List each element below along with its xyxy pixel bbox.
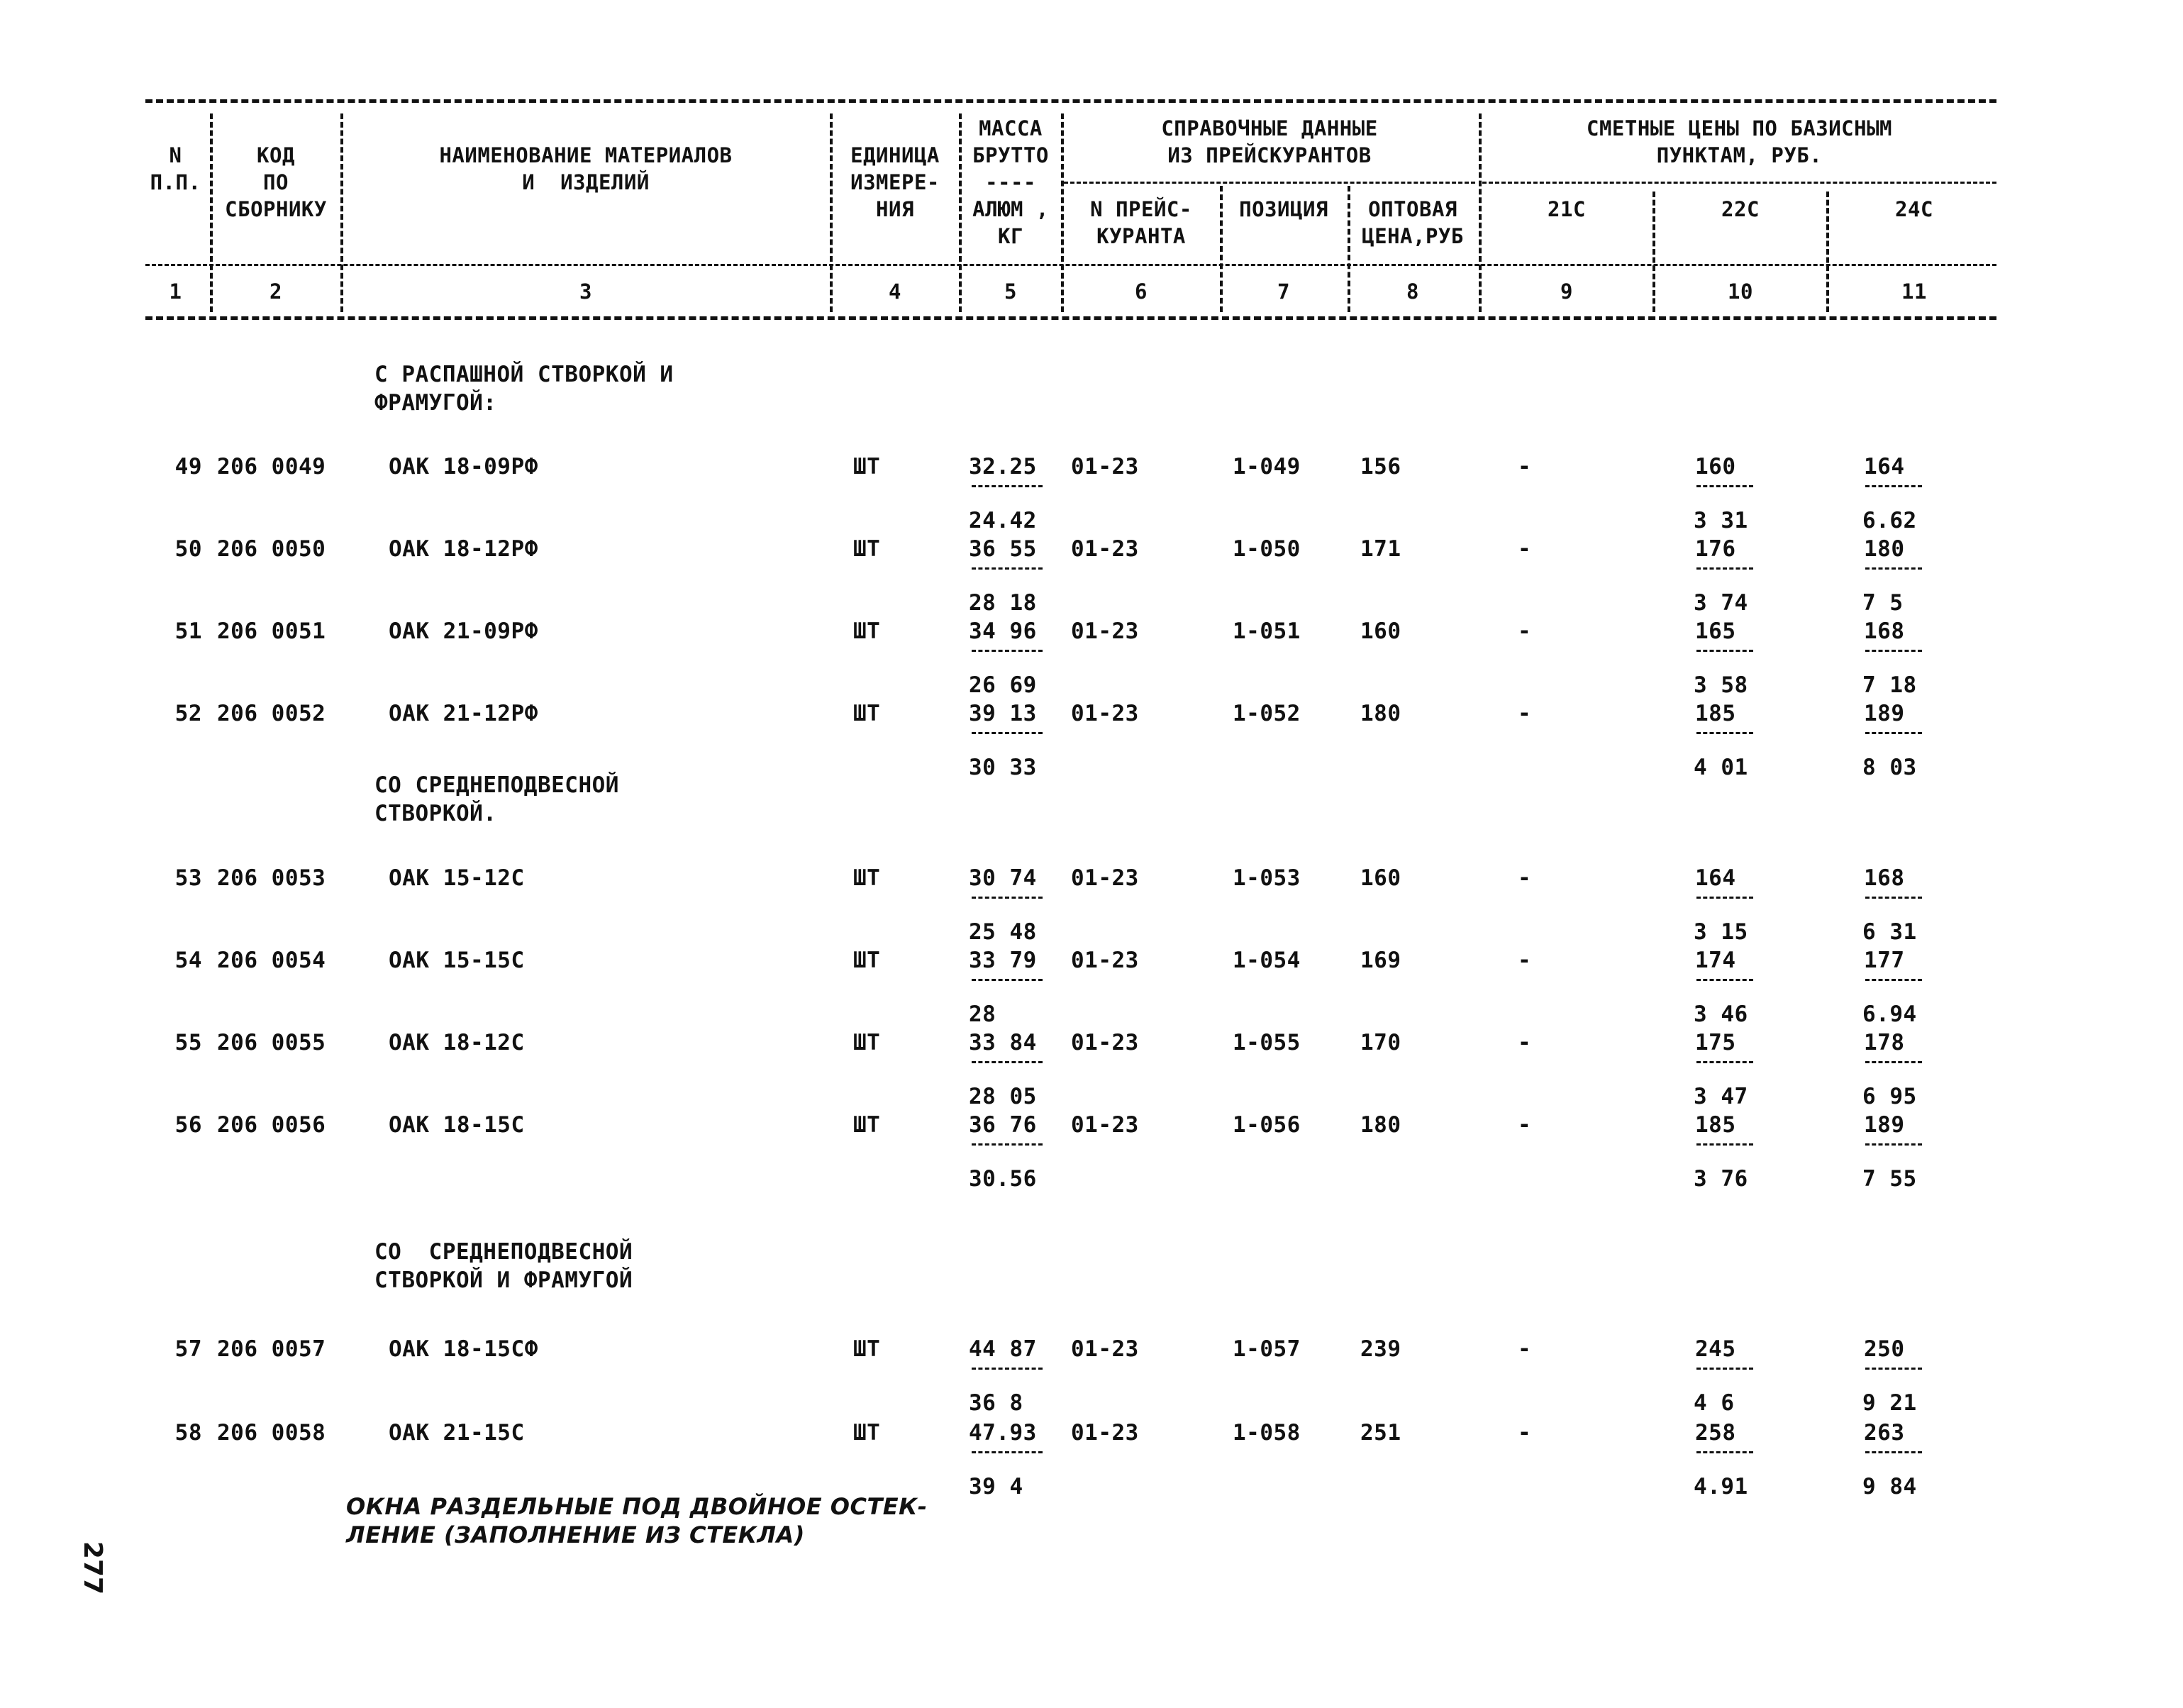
page-number: 277 [78,1541,108,1595]
cell-p24b: 7 55 [1862,1166,1917,1192]
fraction-divider [1865,650,1922,652]
fraction-divider [972,485,1043,487]
cell-unit: ШТ [853,948,881,973]
header-bottom-rule [145,316,1996,320]
cell-mass: 44 87 [969,1336,1037,1362]
cell-p21: - [1518,536,1532,562]
cell-pk: 01-23 [1071,1112,1139,1138]
cell-pos: 1-049 [1233,454,1301,479]
fraction-divider [1696,1143,1753,1146]
cell-alum: 28 05 [969,1084,1037,1109]
cell-name: ОАК 18-09РФ [389,454,538,479]
cell-unit: ШТ [853,536,881,562]
cell-p24b: 6 95 [1862,1084,1917,1109]
header-divider [1479,113,1482,312]
section-title: С РАСПАШНОЙ СТВОРКОЙ И ФРАМУГОЙ: [374,362,674,416]
cell-pos: 1-054 [1233,948,1301,973]
header-divider [1826,192,1829,312]
cell-alum: 30.56 [969,1166,1037,1192]
fraction-divider [1696,485,1753,487]
cell-n: 50 [174,536,202,562]
cell-name: ОАК 15-15С [389,948,525,973]
fraction-divider [972,1061,1043,1063]
cell-unit: ШТ [853,865,881,891]
cell-p22b: 4 6 [1694,1390,1735,1416]
cell-pk: 01-23 [1071,536,1139,562]
cell-p24b: 9 84 [1862,1474,1917,1499]
cell-p24: 168 [1864,865,1905,891]
cell-p22b: 4 01 [1694,755,1748,780]
fraction-divider [972,897,1043,899]
cell-name: ОАК 18-15СФ [389,1336,538,1362]
cell-unit: ШТ [853,701,881,726]
fraction-divider [972,979,1043,981]
header-col10: 22С [1721,197,1760,221]
cell-p21: - [1518,701,1532,726]
cell-n: 51 [174,619,202,644]
cell-unit: ШТ [853,1420,881,1446]
cell-p22: 174 [1695,948,1736,973]
cell-pk: 01-23 [1071,454,1139,479]
cell-n: 52 [174,701,202,726]
header-col5-bottom: АЛЮМ , КГ [972,197,1049,248]
cell-pos: 1-051 [1233,619,1301,644]
cell-pos: 1-056 [1233,1112,1301,1138]
cell-code: 206 0054 [217,948,326,973]
fraction-divider [1696,650,1753,652]
cell-p24b: 6.94 [1862,1002,1917,1027]
fraction-divider [1865,485,1922,487]
cell-alum: 25 48 [969,919,1037,945]
cell-p22: 165 [1695,619,1736,644]
cell-p21: - [1518,1420,1532,1446]
cell-name: ОАК 21-12РФ [389,701,538,726]
cell-pk: 01-23 [1071,948,1139,973]
cell-p22: 185 [1695,1112,1736,1138]
cell-price: 180 [1360,1112,1401,1138]
cell-p22b: 3 76 [1694,1166,1748,1192]
cell-unit: ШТ [853,1112,881,1138]
cell-n: 49 [174,454,202,479]
cell-mass: 33 84 [969,1030,1037,1055]
fraction-divider [1865,732,1922,734]
cell-mass: 36 55 [969,536,1037,562]
cell-n: 57 [174,1336,202,1362]
cell-p22: 185 [1695,701,1736,726]
col-num: 11 [1901,279,1927,304]
cell-p22: 164 [1695,865,1736,891]
header-divider [340,113,343,312]
cell-p21: - [1518,619,1532,644]
fraction-divider [1696,1451,1753,1453]
cell-p22: 160 [1695,454,1736,479]
cell-alum: 36 8 [969,1390,1023,1416]
cell-p24: 189 [1864,701,1905,726]
cell-price: 251 [1360,1420,1401,1446]
cell-mass: 30 74 [969,865,1037,891]
cell-p24: 180 [1864,536,1905,562]
fraction-divider [972,1451,1043,1453]
cell-alum: 28 [969,1002,996,1027]
cell-p22: 175 [1695,1030,1736,1055]
cell-n: 53 [174,865,202,891]
cell-price: 180 [1360,701,1401,726]
fraction-divider [1696,732,1753,734]
cell-alum: 39 4 [969,1474,1023,1499]
fraction-divider [1865,979,1922,981]
cell-code: 206 0057 [217,1336,326,1362]
fraction-divider [1865,567,1922,570]
cell-name: ОАК 18-12РФ [389,536,538,562]
cell-price: 156 [1360,454,1401,479]
col-num: 8 [1406,279,1419,304]
header-price-group: СМЕТНЫЕ ЦЕНЫ ПО БАЗИСНЫМ ПУНКТАМ, РУБ. [1586,116,1893,167]
cell-pk: 01-23 [1071,1336,1139,1362]
cell-pk: 01-23 [1071,1420,1139,1446]
cell-pos: 1-055 [1233,1030,1301,1055]
col-num: 10 [1728,279,1753,304]
cell-name: ОАК 21-09РФ [389,619,538,644]
cell-unit: ШТ [853,619,881,644]
cell-p21: - [1518,865,1532,891]
fraction-divider [1696,567,1753,570]
header-col11: 24С [1895,197,1933,221]
fraction-divider [1865,1451,1922,1453]
cell-p22b: 3 15 [1694,919,1748,945]
cell-mass: 34 96 [969,619,1037,644]
cell-p22b: 3 47 [1694,1084,1748,1109]
cell-price: 171 [1360,536,1401,562]
col-num: 7 [1277,279,1290,304]
fraction-divider [1865,1143,1922,1146]
cell-pos: 1-058 [1233,1420,1301,1446]
cell-name: ОАК 18-15С [389,1112,525,1138]
cell-code: 206 0053 [217,865,326,891]
cell-p24b: 8 03 [1862,755,1917,780]
header-col9: 21С [1548,197,1586,221]
cell-pk: 01-23 [1071,1030,1139,1055]
cell-p24: 178 [1864,1030,1905,1055]
fraction-divider [972,650,1043,652]
cell-code: 206 0051 [217,619,326,644]
fraction-divider [1865,897,1922,899]
top-rule [145,99,1996,103]
cell-name: ОАК 18-12С [389,1030,525,1055]
header-inner-rule [145,264,1996,266]
fraction-divider [972,732,1043,734]
header-col5-top: МАССА БРУТТО [972,116,1049,167]
cell-p22: 258 [1695,1420,1736,1446]
section-title: СО СРЕДНЕПОДВЕСНОЙ СТВОРКОЙ. [374,772,619,826]
col-num: 1 [169,279,182,304]
cell-p22b: 3 74 [1694,590,1748,616]
col-num: 4 [889,279,901,304]
cell-p22b: 3 58 [1694,672,1748,698]
header-col8: ОПТОВАЯ ЦЕНА,РУБ [1362,197,1464,248]
cell-code: 206 0050 [217,536,326,562]
cell-p24b: 6.62 [1862,508,1917,533]
fraction-divider [1865,1061,1922,1063]
fraction-divider [1865,1368,1922,1370]
cell-n: 55 [174,1030,202,1055]
cell-alum: 28 18 [969,590,1037,616]
fraction-divider [972,567,1043,570]
cell-p21: - [1518,1030,1532,1055]
section-title: ОКНА РАЗДЕЛЬНЫЕ ПОД ДВОЙНОЕ ОСТЕК- ЛЕНИЕ (ЗАПОЛНЕНИЕ ИЗ СТЕКЛА) [346,1493,928,1548]
cell-p21: - [1518,948,1532,973]
col-num: 9 [1560,279,1573,304]
cell-p22b: 3 46 [1694,1002,1748,1027]
cell-code: 206 0058 [217,1420,326,1446]
col-num: 6 [1135,279,1148,304]
cell-pk: 01-23 [1071,619,1139,644]
header-col6: N ПРЕЙС- КУРАНТА [1090,197,1192,248]
cell-code: 206 0052 [217,701,326,726]
cell-mass: 47.93 [969,1420,1037,1446]
cell-pos: 1-057 [1233,1336,1301,1362]
cell-p21: - [1518,1112,1532,1138]
cell-name: ОАК 21-15С [389,1420,525,1446]
fraction-divider [972,1143,1043,1146]
fraction-divider [1696,1368,1753,1370]
cell-p21: - [1518,1336,1532,1362]
cell-alum: 30 33 [969,755,1037,780]
cell-p22b: 4.91 [1694,1474,1748,1499]
cell-p24b: 7 5 [1862,590,1904,616]
cell-pos: 1-052 [1233,701,1301,726]
cell-p24: 189 [1864,1112,1905,1138]
cell-p24: 164 [1864,454,1905,479]
cell-mass: 36 76 [969,1112,1037,1138]
cell-p24: 168 [1864,619,1905,644]
header-inner-rule [1064,182,1475,184]
cell-p24b: 7 18 [1862,672,1917,698]
cell-n: 56 [174,1112,202,1138]
cell-pk: 01-23 [1071,701,1139,726]
cell-pk: 01-23 [1071,865,1139,891]
fraction-divider [1696,1061,1753,1063]
section-title: СО СРЕДНЕПОДВЕСНОЙ СТВОРКОЙ И ФРАМУГОЙ [374,1239,633,1293]
header-col2: КОД ПО СБОРНИКУ [225,143,327,221]
cell-unit: ШТ [853,1030,881,1055]
header-col1: N П.П. [150,143,201,194]
cell-price: 160 [1360,865,1401,891]
header-ref-group: СПРАВОЧНЫЕ ДАННЫЕ ИЗ ПРЕЙСКУРАНТОВ [1161,116,1378,167]
cell-name: ОАК 15-12С [389,865,525,891]
cell-p24b: 6 31 [1862,919,1917,945]
cell-n: 58 [174,1420,202,1446]
cell-p24: 263 [1864,1420,1905,1446]
cell-alum: 24.42 [969,508,1037,533]
cell-mass: 32.25 [969,454,1037,479]
cell-p21: - [1518,454,1532,479]
cell-unit: ШТ [853,454,881,479]
col-num: 5 [1004,279,1017,304]
cell-price: 160 [1360,619,1401,644]
cell-p24: 177 [1864,948,1905,973]
header-col3: НАИМЕНОВАНИЕ МАТЕРИАЛОВ И ИЗДЕЛИЙ [439,143,733,194]
cell-n: 54 [174,948,202,973]
fraction-divider [1696,897,1753,899]
cell-p22b: 3 31 [1694,508,1748,533]
col-num: 2 [270,279,282,304]
header-col5-sep: ---- [985,170,1036,194]
fraction-divider [972,1368,1043,1370]
cell-price: 170 [1360,1030,1401,1055]
cell-alum: 26 69 [969,672,1037,698]
cell-mass: 39 13 [969,701,1037,726]
cell-p24b: 9 21 [1862,1390,1917,1416]
cell-code: 206 0056 [217,1112,326,1138]
cell-mass: 33 79 [969,948,1037,973]
fraction-divider [1696,979,1753,981]
cell-pos: 1-050 [1233,536,1301,562]
cell-unit: ШТ [853,1336,881,1362]
cell-code: 206 0049 [217,454,326,479]
header-col7: ПОЗИЦИЯ [1239,197,1328,221]
header-inner-rule [1482,182,1996,184]
cell-p22: 176 [1695,536,1736,562]
cell-price: 169 [1360,948,1401,973]
cell-price: 239 [1360,1336,1401,1362]
cell-code: 206 0055 [217,1030,326,1055]
header-col4: ЕДИНИЦА ИЗМЕРЕ- НИЯ [850,143,940,221]
header-divider [1652,192,1655,312]
col-num: 3 [579,279,592,304]
cell-pos: 1-053 [1233,865,1301,891]
cell-p22: 245 [1695,1336,1736,1362]
cell-p24: 250 [1864,1336,1905,1362]
